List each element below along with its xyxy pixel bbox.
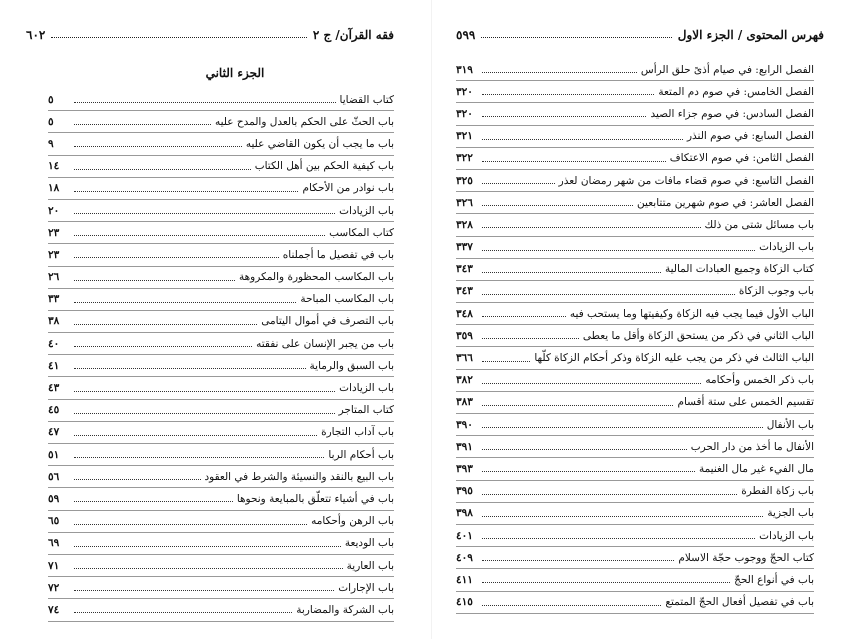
dot-leader	[482, 582, 730, 583]
dot-leader	[482, 272, 661, 273]
toc-entry[interactable]	[48, 311, 394, 333]
toc-entry[interactable]	[48, 555, 394, 577]
toc-entry-page: ٢٣	[48, 248, 60, 261]
toc-entry-label: باب آداب التجارة	[321, 426, 394, 439]
dot-leader	[482, 427, 763, 428]
toc-entry-label: الباب الثالث في ذكر من يجب عليه الزكاة وذكر أحكام الزكاة كلّها	[534, 352, 814, 365]
toc-entry-label: الفصل الرابع: في صيام أذىً حلق الرأس	[640, 63, 814, 76]
toc-entry[interactable]	[48, 599, 394, 621]
dot-leader	[482, 538, 755, 539]
toc-entry[interactable]	[456, 414, 814, 436]
toc-entry-page: ٢٠	[48, 204, 60, 217]
toc-entry-page: ١٨	[48, 182, 60, 195]
toc-list	[456, 59, 814, 614]
toc-entry-label: باب الزيادات	[759, 529, 814, 542]
toc-entry[interactable]	[48, 444, 394, 466]
toc-entry-label: باب السبق والرماية	[309, 359, 394, 372]
toc-entry-label: باب كيفية الحكم بين أهل الكتاب	[254, 160, 394, 173]
toc-entry-label: كتاب الحجّ ووجوب حجّة الاسلام	[678, 551, 814, 564]
toc-entry[interactable]	[456, 481, 814, 503]
toc-entry-page: ٥	[48, 115, 54, 128]
toc-entry[interactable]	[456, 436, 814, 458]
toc-entry-page: ٣٨٣	[456, 396, 473, 409]
toc-entry-page: ٣٥٩	[456, 329, 473, 342]
dot-leader	[482, 560, 674, 561]
toc-entry-page: ٥١	[48, 448, 60, 461]
toc-entry-page: ٣٤٨	[456, 307, 473, 320]
dot-leader	[482, 183, 555, 184]
toc-entry[interactable]	[456, 392, 814, 414]
dot-leader	[74, 213, 335, 214]
dot-leader	[482, 471, 695, 472]
toc-entry[interactable]	[48, 422, 394, 444]
dot-leader	[74, 146, 242, 147]
toc-entry-page: ٣٣٧	[456, 241, 473, 254]
toc-entry[interactable]	[48, 200, 394, 222]
dot-leader	[74, 102, 336, 103]
toc-entry-label: باب من يجبر الإنسان على نفقته	[256, 337, 394, 350]
toc-entry-label: الفصل الثامن: في صوم الاعتكاف	[669, 152, 814, 165]
toc-entry-page: ٣٢٠	[456, 85, 473, 98]
toc-entry-label: باب الجزية	[767, 507, 814, 520]
toc-entry-label: الفصل الخامس: في صوم دم المتعة	[658, 85, 814, 98]
toc-entry-page: ٥٦	[48, 470, 60, 483]
toc-entry-page: ٤٣	[48, 382, 60, 395]
toc-entry-label: باب ذكر الخمس وأحكامه	[705, 374, 814, 387]
toc-entry-page: ٣٤٣	[456, 285, 473, 298]
dot-leader	[482, 383, 701, 384]
dot-leader	[74, 235, 325, 236]
toc-entry-page: ٤١	[48, 359, 60, 372]
toc-entry-label: باب نوادر من الأحكام	[302, 182, 394, 195]
running-title: فقه القرآن/ ج ٢	[312, 28, 394, 42]
toc-entry-page: ٣٢٦	[456, 196, 473, 209]
dot-leader	[74, 479, 201, 480]
toc-entry-label: باب البيع بالنقد والنسيئة والشرط في العقود	[204, 470, 394, 483]
toc-entry[interactable]	[456, 237, 814, 259]
toc-entry[interactable]	[48, 244, 394, 266]
dot-leader	[482, 250, 755, 251]
dot-leader	[482, 227, 701, 228]
toc-entry-page: ٤١٥	[456, 596, 473, 609]
dot-leader	[74, 324, 257, 325]
toc-entry-label: باب في أنواع الحجّ	[734, 573, 814, 586]
toc-entry-page: ٣٩١	[456, 440, 473, 453]
toc-entry[interactable]	[48, 133, 394, 155]
dot-leader	[74, 169, 251, 170]
toc-entry[interactable]	[456, 325, 814, 347]
toc-entry-label: باب الوديعة	[344, 537, 394, 550]
toc-entry-label: باب في أشياء تتعلّق بالمبايعة ونحوها	[236, 492, 394, 505]
toc-entry-page: ٣٨	[48, 315, 60, 328]
toc-entry[interactable]	[456, 503, 814, 525]
toc-entry[interactable]	[456, 259, 814, 281]
toc-entry-page: ٣١٩	[456, 63, 473, 76]
dot-leader	[74, 391, 335, 392]
dot-leader	[74, 191, 298, 192]
toc-entry-page: ٧٢	[48, 581, 60, 594]
toc-entry[interactable]	[456, 569, 814, 591]
dot-leader	[482, 605, 661, 606]
dot-leader	[74, 257, 279, 258]
toc-entry-page: ٤٠٩	[456, 551, 473, 564]
dot-leader	[74, 435, 317, 436]
toc-entry-label: كتاب الزكاة وجميع العبادات المالية	[664, 263, 814, 276]
right-page	[434, 0, 868, 639]
toc-entry-page: ٣٩٥	[456, 485, 473, 498]
dot-leader	[74, 302, 296, 303]
dot-leader	[482, 205, 633, 206]
dot-leader	[482, 449, 687, 450]
toc-entry-page: ٣٩٨	[456, 507, 473, 520]
toc-entry[interactable]	[48, 222, 394, 244]
toc-entry-label: باب العارية	[346, 559, 394, 572]
toc-entry[interactable]	[48, 511, 394, 533]
running-title: فهرس المحتوى / الجزء الاول	[677, 28, 824, 42]
toc-entry[interactable]	[48, 577, 394, 599]
toc-entry[interactable]	[48, 89, 394, 111]
dot-leader	[74, 590, 334, 591]
dot-leader	[482, 94, 654, 95]
toc-entry-label: باب زكاة الفطرة	[741, 485, 814, 498]
toc-entry-label: باب الشركة والمضاربة	[296, 603, 394, 616]
toc-entry[interactable]	[48, 466, 394, 488]
dot-leader	[482, 405, 673, 406]
dot-leader	[482, 361, 530, 362]
toc-entry[interactable]	[456, 81, 814, 103]
toc-entry[interactable]	[456, 192, 814, 214]
toc-entry-page: ٦٩	[48, 537, 60, 550]
toc-entry-label: كتاب القضايا	[339, 93, 394, 106]
toc-entry-label: الباب الثاني في ذكر من يستحق الزكاة وأقل ما يعطى	[582, 329, 814, 342]
right-page-header	[456, 24, 824, 42]
dot-leader	[74, 568, 343, 569]
toc-entry-label: باب في تفصيل ما أجملناه	[282, 248, 394, 261]
dot-leader	[482, 116, 646, 117]
toc-entry[interactable]	[456, 214, 814, 236]
toc-entry-page: ٣٢١	[456, 130, 473, 143]
dot-leader	[482, 139, 683, 140]
toc-entry-page: ٣٢٥	[456, 174, 473, 187]
toc-entry[interactable]	[456, 126, 814, 148]
dot-leader	[74, 612, 292, 613]
toc-entry-page: ٣٢٠	[456, 107, 473, 120]
toc-entry[interactable]	[48, 333, 394, 355]
toc-entry[interactable]	[456, 547, 814, 569]
toc-entry-page: ٣٩٣	[456, 462, 473, 475]
toc-entry-label: باب في تفصيل أفعال الحجّ المتمتع	[665, 596, 814, 609]
toc-entry[interactable]	[456, 592, 814, 614]
dot-leader	[74, 280, 235, 281]
toc-entry[interactable]	[456, 103, 814, 125]
dot-leader	[482, 494, 737, 495]
toc-entry-page: ٧٤	[48, 603, 60, 616]
toc-entry[interactable]	[456, 458, 814, 480]
toc-entry-page: ٣٤٣	[456, 263, 473, 276]
toc-entry[interactable]	[456, 303, 814, 325]
toc-entry-page: ٥٩	[48, 492, 60, 505]
toc-entry-label: تقسيم الخمس على ستة أقسام	[677, 396, 814, 409]
toc-entry-page: ٤٧	[48, 426, 60, 439]
toc-entry-label: باب ما يجب أن يكون القاضي عليه	[245, 137, 394, 150]
toc-entry[interactable]	[48, 377, 394, 399]
toc-entry-label: كتاب المكاسب	[329, 226, 394, 239]
dot-leader	[482, 516, 763, 517]
toc-entry[interactable]	[48, 289, 394, 311]
toc-entry-label: الأنفال ما أخذ من دار الحرب	[690, 440, 814, 453]
dot-leader	[482, 161, 666, 162]
dot-leader	[74, 346, 252, 347]
toc-entry[interactable]	[48, 178, 394, 200]
toc-entry-label: الفصل السابع: في صوم النذر	[686, 130, 814, 143]
toc-entry-page: ٦٥	[48, 515, 60, 528]
toc-entry[interactable]	[456, 347, 814, 369]
toc-entry-label: باب الرهن وأحكامه	[311, 515, 394, 528]
toc-entry-page: ٣٦٦	[456, 352, 473, 365]
toc-entry-page: ٣٢٢	[456, 152, 473, 165]
toc-entry[interactable]	[456, 525, 814, 547]
toc-entry-page: ٩	[48, 137, 54, 150]
toc-entry-label: باب الإجارات	[338, 581, 394, 594]
dot-leader	[74, 524, 307, 525]
toc-entry-label: باب الزيادات	[339, 204, 394, 217]
dot-leader	[482, 72, 637, 73]
toc-entry[interactable]	[456, 170, 814, 192]
toc-entry-label: باب الزيادات	[339, 382, 394, 395]
toc-entry[interactable]	[48, 156, 394, 178]
dot-leader	[482, 316, 566, 317]
toc-entry-page: ٤٠١	[456, 529, 473, 542]
toc-entry-label: باب أحكام الربا	[328, 448, 394, 461]
toc-entry[interactable]	[48, 400, 394, 422]
toc-entry[interactable]	[48, 111, 394, 133]
toc-entry-page: ٥	[48, 93, 54, 106]
page-gutter	[431, 0, 432, 639]
dot-leader	[482, 294, 735, 295]
toc-list	[48, 89, 394, 622]
toc-entry-label: باب الحثّ على الحكم بالعدل والمدح عليه	[214, 115, 394, 128]
dot-leader	[74, 546, 341, 547]
toc-entry-page: ٧١	[48, 559, 60, 572]
toc-entry-label: باب التصرف في أموال اليتامى	[261, 315, 394, 328]
toc-entry-page: ٢٣	[48, 226, 60, 239]
toc-entry-page: ٢٦	[48, 271, 60, 284]
toc-entry[interactable]	[48, 488, 394, 510]
toc-entry-label: باب المكاسب المباحة	[300, 293, 394, 306]
toc-entry-label: مال الفيء غير مال الغنيمة	[698, 462, 814, 475]
toc-entry[interactable]	[48, 533, 394, 555]
toc-entry-page: ١٤	[48, 160, 60, 173]
dot-leader	[482, 338, 579, 339]
toc-entry-label: الفصل التاسع: في صوم قضاء مافات من شهر رمضان لعذر	[558, 174, 814, 187]
toc-entry-label: الباب الأول فيما يجب فيه الزكاة وكيفيتها وما يستحب فيه	[569, 307, 814, 320]
toc-entry-label: باب مسائل شتى من ذلك	[704, 218, 814, 231]
toc-entry-label: الفصل العاشر: في صوم شهرين متتابعين	[637, 196, 814, 209]
toc-entry-page: ٤٠	[48, 337, 60, 350]
dot-leader	[51, 37, 306, 38]
toc-entry[interactable]	[48, 355, 394, 377]
dot-leader	[74, 457, 324, 458]
dot-leader	[481, 37, 671, 38]
toc-entry-page: ٣٩٠	[456, 418, 473, 431]
toc-entry-label: باب الزيادات	[759, 241, 814, 254]
page-number: ٥٩٩	[456, 28, 476, 42]
section-title: الجزء الثاني	[205, 66, 265, 80]
left-page-header	[26, 24, 394, 42]
toc-entry-label: الفصل السادس: في صوم جزاء الصيد	[650, 107, 814, 120]
toc-entry[interactable]	[456, 148, 814, 170]
toc-entry-label: باب الأنفال	[766, 418, 814, 431]
dot-leader	[74, 124, 211, 125]
dot-leader	[74, 501, 233, 502]
page-number: ٦٠٢	[26, 28, 46, 42]
toc-entry-label: كتاب المتاجر	[338, 404, 394, 417]
toc-entry[interactable]	[456, 59, 814, 81]
dot-leader	[74, 368, 306, 369]
toc-entry-page: ٣٣	[48, 293, 60, 306]
toc-entry[interactable]	[456, 281, 814, 303]
toc-entry[interactable]	[48, 267, 394, 289]
toc-entry-page: ٣٨٢	[456, 374, 473, 387]
toc-entry-page: ٤٥	[48, 404, 60, 417]
toc-entry-page: ٤١١	[456, 573, 473, 586]
toc-entry-label: باب المكاسب المحظورة والمكروهة	[239, 271, 394, 284]
toc-entry[interactable]	[456, 370, 814, 392]
toc-entry-page: ٣٢٨	[456, 218, 473, 231]
dot-leader	[74, 413, 335, 414]
toc-entry-label: باب وجوب الزكاة	[738, 285, 814, 298]
